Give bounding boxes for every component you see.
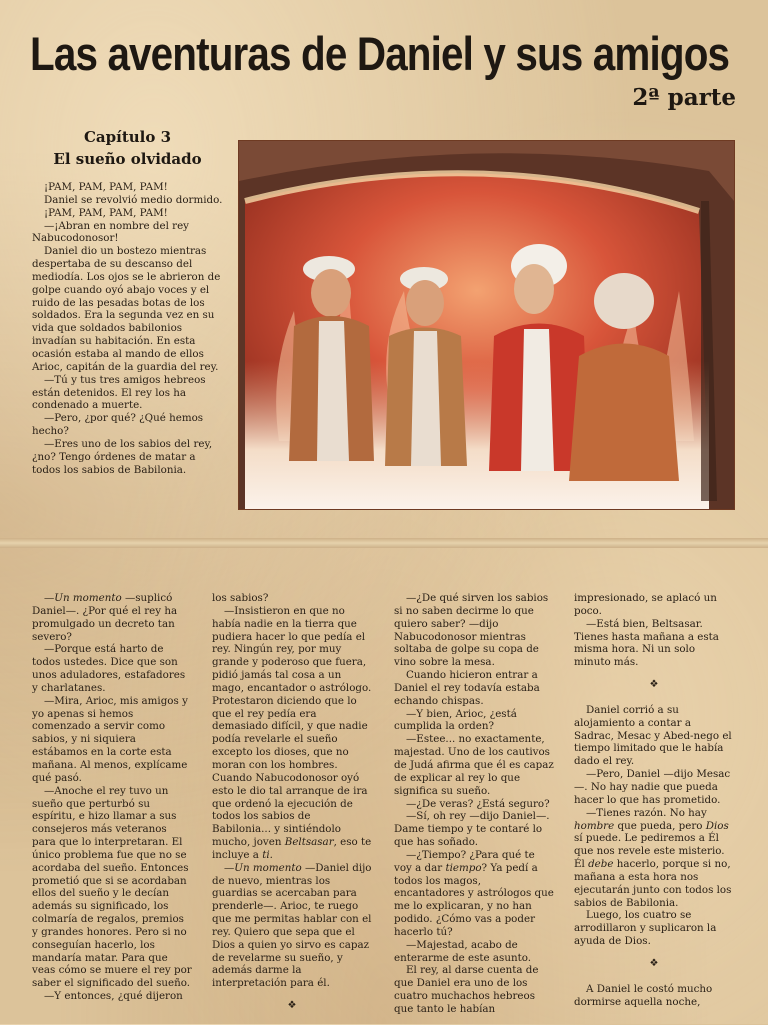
paragraph: Daniel se revolvió medio dormido. — [44, 193, 223, 206]
paragraph: Daniel corrió a su alojamiento a contar a Sadrac, Mesac y Abed-nego el tiempo limitado que le había dado el rey. — [574, 703, 732, 768]
paragraph: El rey, al darse cuenta de que Daniel era uno de los cuatro muchachos hebreos que tanto le habían — [394, 964, 539, 1015]
text-run: —Tienes razón. No hay — [586, 806, 707, 819]
paragraph: Daniel dio un bostezo mientras despertaba de su descanso del mediodía. Los ojos se le abrieron de golpe cuando oyó abajo voces y el ruido de las pesadas botas de los soldados. Era la segunda vez en su vida que soldados babilonios invadían su habitación. En esta ocasión estaba al mando de ellos Arioc, capitán de la guardia del rey. — [32, 245, 221, 373]
italic-text: debe — [588, 858, 614, 871]
paragraph: —Está bien, Beltsasar. Tienes hasta mañana a esta misma hora. Ni un solo minuto más. — [574, 617, 719, 669]
paragraph: —Porque está harto de todos ustedes. Dice que son unos aduladores, estafadores y charlatanes. — [32, 643, 186, 694]
paragraph: —Mira, Arioc, mis amigos y yo apenas si hemos comenzado a servir como sabios, y ni siquiera estábamos en la corte esta mañana. Al menos, explícame qué pasó. — [32, 694, 188, 784]
text-column-4 — [574, 592, 734, 1008]
italic-text: hombre — [574, 819, 615, 832]
text-column-2 — [212, 592, 372, 1025]
paragraph: —Y entonces, ¿qué dijeron — [44, 990, 183, 1003]
page-divider — [0, 538, 768, 548]
paragraph: —Tú y tus tres amigos hebreos están detenidos. El rey los ha condenado a muerte. — [32, 373, 206, 412]
text-run: , eso te incluye a — [212, 836, 372, 861]
paragraph — [574, 807, 734, 910]
paragraph: —Pero, ¿por qué? ¿Qué hemos hecho? — [32, 412, 204, 438]
section-separator: ❖ — [649, 679, 659, 691]
italic-text: ti — [262, 848, 270, 861]
illustration-image — [239, 141, 734, 509]
text-run: ? Ya pedí a todos los magos, encantadores y astrólogos que me lo explicaran, y no han podido. ¿Cómo vas a poder hacerlo tú? — [394, 861, 554, 938]
part-label: 2ª parte — [632, 84, 736, 111]
page-title: Las aventuras de Daniel y sus amigos — [30, 27, 730, 80]
text-run: —suplicó Daniel—. ¿Por qué el rey ha promulgado un decreto tan severo? — [32, 592, 178, 643]
paragraph — [32, 592, 192, 643]
paragraph — [212, 605, 372, 862]
text-run: —Daniel dijo de nuevo, mientras los guardias se acercaban para prenderle—. Arioc, te ruego que me permitas hablar con el rey. Quiero que sepa que el Dios a quien yo sirvo es capaz de revelarme su sueño, y además darme la interpretación para él. — [212, 861, 372, 990]
section-separator: ❖ — [649, 957, 659, 969]
paragraph: —¿De veras? ¿Está seguro? — [406, 797, 550, 810]
paragraph — [394, 849, 554, 939]
intro-text — [32, 181, 224, 476]
italic-text: tiempo — [445, 861, 482, 874]
section-separator: ❖ — [287, 1000, 297, 1012]
text-run: que pueda, pero — [614, 819, 706, 832]
chapter-number: Capítulo 3 — [83, 128, 172, 146]
paragraph: A Daniel le costó mucho dormirse aquella noche, — [574, 982, 713, 1008]
paragraph: —Eres uno de los sabios del rey, ¿no? Tengo órdenes de matar a todos los sabios de Babilonia. — [32, 437, 213, 476]
paragraph: los sabios? — [212, 592, 269, 604]
paragraph: ¡PAM, PAM, PAM, PAM! — [44, 206, 168, 219]
paragraph: —¡Abran en nombre del rey Nabucodonosor! — [32, 219, 189, 245]
italic-text: Dios — [705, 819, 729, 832]
chapter-heading — [30, 126, 225, 170]
text-column-1 — [32, 592, 192, 1003]
paragraph — [212, 862, 372, 990]
paragraph: —Sí, oh rey —dijo Daniel—. Dame tiempo y te contaré lo que has soñado. — [394, 810, 550, 849]
text-run: hacerlo, porque si no, mañana a esta hora nos ejecutarán junto con todos los sabios de Babilonia. — [574, 858, 732, 909]
paragraph: —Majestad, acabo de enterarme de este asunto. — [394, 938, 532, 964]
italic-text: —Un momento — [224, 861, 302, 874]
paragraph: —Estee... no exactamente, majestad. Uno de los cautivos de Judá afirma que él es capaz de explicar al rey lo que significa su sueño. — [394, 733, 554, 797]
paragraph: Cuando hicieron entrar a Daniel el rey todavía estaba echando chispas. — [394, 669, 540, 707]
italic-text: —Un momento — [44, 592, 122, 604]
text-run: —Insistieron en que no había nadie en la tierra que pudiera hacer lo que pedía el rey. Ningún rey, por muy grande y poderoso que fuera, pidió jamás tal cosa a un mago, encantador o astrólogo. Protestaron diciendo que lo que el rey pedía era demasiado difícil, y que nadie podía revelarle el sueño excepto los dioses, que no moran con los hombres. Cuando Nabucodonosor oyó esto le dio tal arranque de ira que ordenó la ejecución de todos los sabios de Babilonia... y sintiéndolo mucho, joven — [212, 604, 372, 849]
paragraph: —Pero, Daniel —dijo Mesac—. No hay nadie que pueda hacer lo que has prometido. — [574, 768, 731, 806]
paragraph: impresionado, se aplacó un poco. — [574, 592, 717, 617]
text-run: . — [269, 848, 273, 861]
paragraph: Luego, los cuatro se arrodillaron y suplicaron la ayuda de Dios. — [574, 909, 717, 948]
paragraph: —Anoche el rey tuvo un sueño que perturbó su espíritu, e hizo llamar a sus consejeros más veteranos para que lo interpretaran. El único problema fue que no se acordaba del sueño. Entonces prometió que si se acordaban ellos del sueño y le decían además su significado, los colmaría de regalos, premios y grandes honores. Pero si no conseguían hacerlo, los mandaría matar. Para que veas cómo se muere el rey por saber el significado del sueño. — [32, 784, 192, 990]
furnace-illustration — [238, 140, 735, 510]
paragraph: —¿De qué sirven los sabios si no saben decirme lo que quiero saber? —dijo Nabucodonosor mientras soltaba de golpe su copa de vino sobre la mesa. — [394, 592, 549, 669]
text-run: sí puede. Le pediremos a Él que nos revele este misterio. Él — [574, 832, 725, 871]
text-column-3 — [394, 592, 554, 1016]
italic-text: Beltsasar — [284, 836, 334, 849]
paragraph: ¡PAM, PAM, PAM, PAM! — [44, 181, 168, 193]
paragraph: —Y bien, Arioc, ¿está cumplida la orden? — [394, 707, 517, 733]
chapter-title: El sueño olvidado — [53, 150, 202, 168]
text-run: —¿Tiempo? ¿Para qué te voy a dar — [394, 848, 535, 874]
